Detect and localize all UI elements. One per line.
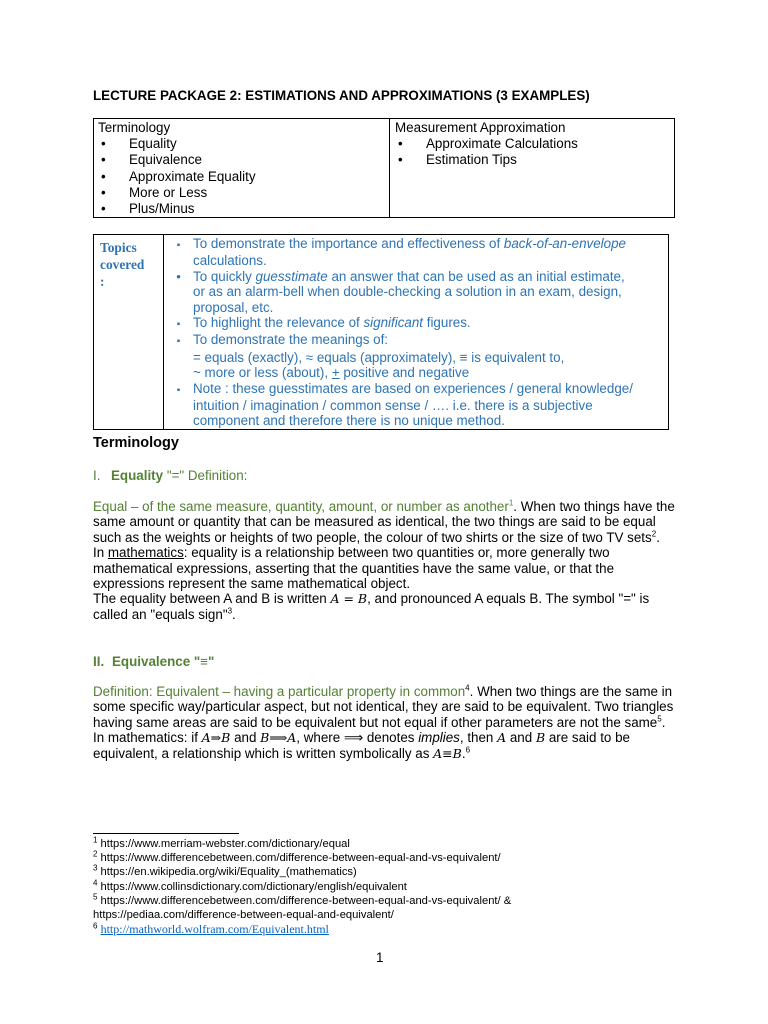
list-item: • More or Less	[98, 185, 389, 201]
topics-label-cell	[94, 235, 164, 430]
measurement-cell	[390, 119, 675, 218]
list-item: • Approximate Equality	[98, 169, 389, 185]
bullet-icon: •	[176, 268, 181, 284]
list-item: • Approximate Calculations	[395, 136, 674, 152]
footnote: $^3$ https://en.wikipedia.org/wiki/Equality_(mathematics)	[93, 863, 357, 879]
topic-item: ▪ To demonstrate the meanings of:	[164, 332, 668, 349]
topics-table	[93, 234, 669, 430]
mathworld-link[interactable]: http://mathworld.wolfram.com/Equivalent.html	[100, 922, 329, 937]
list-item: • Equivalence	[98, 152, 389, 168]
footnote: $^5$ https://www.differencebetween.com/difference-between-equal-and-vs-equivalent/ &	[93, 892, 512, 907]
equality-definition: Equal – of the same measure, quantity, amount, or number as another$^1$. When two things have the same amount or quantity that can be measured as identical, the two things are said to be equal such as the weights or heights of two people, the colour of two shirts or the size of two TV sets$^2$. In mathematics: equality is a relationship between two quantities or, more generally two mathematical expressions, asserting that the quantities have the same value, or that the expressions represent the same mathematical object. The equality between A and B is written A = B, and pronounced A equals B. The symbol "=" is called an "equals sign"$^3$.	[93, 498, 675, 622]
footnote: $^2$ https://www.differencebetween.com/difference-between-equal-and-vs-equivalent/	[93, 849, 501, 865]
topic-item: ▪ Note : these guesstimates are based on experiences / general knowledge/	[164, 381, 668, 398]
measurement-cell-heading: Measurement Approximation	[395, 120, 566, 135]
bullet-icon: •	[101, 168, 106, 184]
page-number: 1	[376, 950, 384, 965]
footnote: $^1$ https://www.merriam-webster.com/dictionary/equal	[93, 835, 350, 850]
bullet-icon: •	[398, 136, 403, 152]
bullet-icon: •	[101, 136, 106, 152]
footnote-separator	[93, 833, 239, 834]
bullet-icon: ▪	[176, 384, 181, 396]
equivalence-definition: Definition: Equivalent – having a particular property in common$^4$. When two things are the same in some specific way/particular aspect, but not identical, they are said to be equivalent. Two triangles having same areas are said to be equivalent but not equal if other parameters are not the same$^5$. In mathematics: if A⇒B and B⟹A, where ⟹ denotes implies, then A and B are said to be equivalent, a relationship which is written symbolically as A≡B.$^6$	[93, 683, 674, 761]
list-item: • Plus/Minus	[98, 201, 389, 217]
topic-item: ▪ To highlight the relevance of significant figures.	[164, 315, 668, 332]
bullet-icon: •	[101, 152, 106, 168]
bullet-icon: •	[101, 200, 106, 216]
terminology-heading: Terminology	[93, 435, 179, 451]
footnote: $^4$ https://www.collinsdictionary.com/dictionary/english/equivalent	[93, 877, 407, 893]
footnotes	[93, 837, 693, 937]
page-title: LECTURE PACKAGE 2: ESTIMATIONS AND APPROXIMATIONS (3 EXAMPLES)	[93, 88, 590, 103]
bullet-icon: ▪	[176, 336, 181, 348]
bullet-icon: ▪	[176, 319, 181, 331]
topics-label: Topics covered :	[100, 240, 145, 289]
terminology-cell	[94, 119, 390, 218]
topics-list-cell: ▪ To demonstrate the importance and effectiveness of back-of-an-envelope calculations. • To quickly guesstimate an answer that can be used as an initial estimate, or as an alarm-bell when double-checking a solution in an exam, design, proposal, etc. ▪ To highlight the relevance of significant figures. ▪ To demonstrate the meanings of: = equals (exactly), ≈ equals (approximately), ≡ is equivalent to, ~ more or less (about), + positive and negative ▪ Note : these guesstimates are based on experiences / general knowledge/ intuition / imagination / common sense / …. i.e. there is a subjective component and therefore there is no unique method.	[164, 235, 669, 430]
list-item: • Estimation Tips	[395, 152, 674, 168]
footnote: $^6$ http://mathworld.wolfram.com/Equivalent.html	[93, 921, 329, 937]
topic-item: ▪ To demonstrate the importance and effectiveness of back-of-an-envelope	[164, 236, 668, 253]
overview-table	[93, 118, 675, 218]
bullet-icon: ▪	[176, 240, 181, 251]
topic-item: • To quickly guesstimate an answer that can be used as an initial estimate,	[164, 269, 668, 284]
list-item: • Equality	[98, 136, 389, 152]
equivalence-heading: II. Equivalence "≡"	[93, 654, 215, 669]
bullet-icon: •	[101, 184, 106, 200]
bullet-icon: •	[398, 152, 403, 168]
terminology-cell-heading: Terminology	[98, 120, 171, 135]
footnote-continuation: https://pediaa.com/difference-between-equal-and-equivalent/	[93, 909, 394, 922]
equality-heading: I. Equality "=" Definition:	[93, 468, 248, 483]
